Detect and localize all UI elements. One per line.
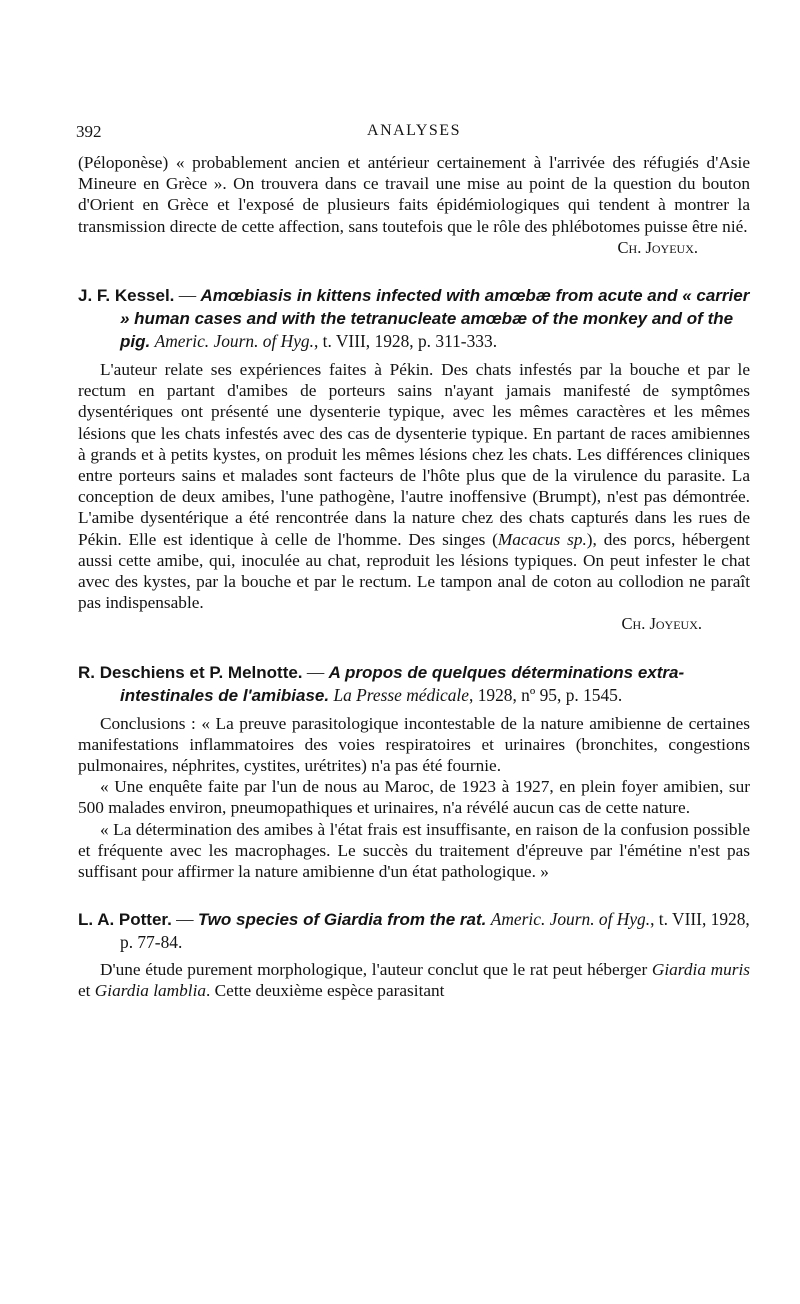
- species-name: Macacus sp.: [497, 529, 587, 549]
- entry-title: Amœbiasis in kittens infected with amœbæ from acute and « carrier » human cases and with the tetranucleate amœbæ of the monkey and of the pig.: [120, 286, 750, 352]
- entry-dash: —: [171, 909, 198, 930]
- entry-author: R. Deschiens et P. Melnotte.: [78, 662, 303, 682]
- entry-title: A propos de quelques déterminations extra-intestinales de l'amibiase.: [120, 662, 685, 705]
- body-text: D'une étude purement morphologique, l'auteur conclut que le rat peut héberger: [100, 960, 652, 980]
- entry-reference: , 1928, nº 95, p. 1545.: [469, 684, 623, 705]
- entry-potter-citation: [78, 908, 750, 953]
- entry-kessel-body: [78, 359, 750, 613]
- entry-dash: —: [302, 661, 329, 682]
- entry-journal: Americ. Journ. of Hyg.: [154, 331, 314, 352]
- signature-joyeux-1: Ch. Joyeux.: [617, 237, 698, 257]
- entry-deschiens-body-3: « La détermination des amibes à l'état frais est insuffisante, en raison de la confusion possible et fréquente avec les macrophages. Le succès du traitement d'épreuve par l'émétine n'est pas suffisant pour affirmer la nature amibienne d'un état pathologique. »: [78, 819, 750, 882]
- species-name: Giardia muris: [651, 960, 750, 980]
- entry-title: Two species of Giardia from the rat.: [197, 910, 487, 930]
- entry-author: J. F. Kessel.: [78, 286, 175, 306]
- entry-kessel-citation: [78, 284, 750, 353]
- entry-journal: Americ. Journ. of Hyg.: [490, 909, 651, 930]
- entry-dash: —: [174, 285, 201, 306]
- entry-deschiens-citation: [78, 661, 750, 707]
- page-number: 392: [76, 122, 102, 141]
- body-text: ), des porcs, hébergent aussi cette amibe, qui, inoculée au chat, reproduit les lésions typiques. On peut infester le chat avec des kystes, par la bouche et par le rectum. Le tampon anal de coton au collodion ne paraît pas indispensable.: [78, 529, 750, 613]
- body-text: L'auteur relate ses expériences faites à Pékin. Des chats infestés par la bouche et par le rectum en partant d'amibes de porteurs sains n'ayant jamais manifesté de symptômes dysentériques ont présenté une dysenterie typique, avec les mêmes caractères et les mêmes lésions que les chats infestés avec des cas de dysenterie typique. En partant de races amibiennes à grands et à petits kystes, on produit les mêmes lésions chez les chats. Les différences cliniques entre porteurs sains et malades sont facteurs de l'hôte plus que de la virulence du parasite. La conception de deux amibes, l'une pathogène, l'autre inoffensive (Brumpt), n'est pas démontrée. L'amibe dysentérique a été rencontrée dans la nature chez des chats capturés dans les rues de Pékin. Elle est identique à celle de l'homme. Des singes (: [78, 360, 750, 549]
- species-name: Giardia lamblia: [94, 981, 207, 1001]
- entry-reference: , t. VIII, 1928, p. 311-333.: [313, 331, 498, 352]
- entry-author: L. A. Potter.: [78, 910, 172, 930]
- body-text: . Cette deuxième espèce parasitant: [206, 981, 445, 1001]
- page-header: [78, 118, 750, 152]
- continuation-paragraph: (Péloponèse) « probablement ancien et antérieur certainement à l'arrivée des réfugiés d'Asie Mineure en Grèce ». On trouvera dans ce travail une mise au point de la question du bouton d'Orient en Grèce et l'exposé de plusieurs faits épidémiologiques qui tendent à montrer la transmission directe de cette affection, sans toutefois que le rôle des phlébotomes puisse être nié.: [78, 153, 750, 236]
- page: [78, 118, 750, 1002]
- entry-deschiens-body-2: « Une enquête faite par l'un de nous au Maroc, de 1923 à 1927, en plein foyer amibien, sur 500 malades environ, pneumopathiques et urinaires, n'a révélé aucun cas de cette nature.: [78, 777, 750, 818]
- entry-deschiens-body-1: Conclusions : « La preuve parasitologique incontestable de la nature amibienne de certaines manifestations inflammatoires des voies respiratoires et urinaires (bronchites, congestions pulmonaires, néphrites, cystites, urétrites) n'a pas été fournie.: [78, 713, 750, 776]
- signature-joyeux-2: Ch. Joyeux.: [621, 614, 702, 634]
- running-title: ANALYSES: [367, 122, 461, 139]
- entry-journal: La Presse médicale: [333, 684, 469, 705]
- entry-reference: , t. VIII, 1928, p. 77-84.: [120, 909, 750, 953]
- entry-potter-body: [78, 959, 750, 1001]
- body-text: et: [78, 981, 95, 1001]
